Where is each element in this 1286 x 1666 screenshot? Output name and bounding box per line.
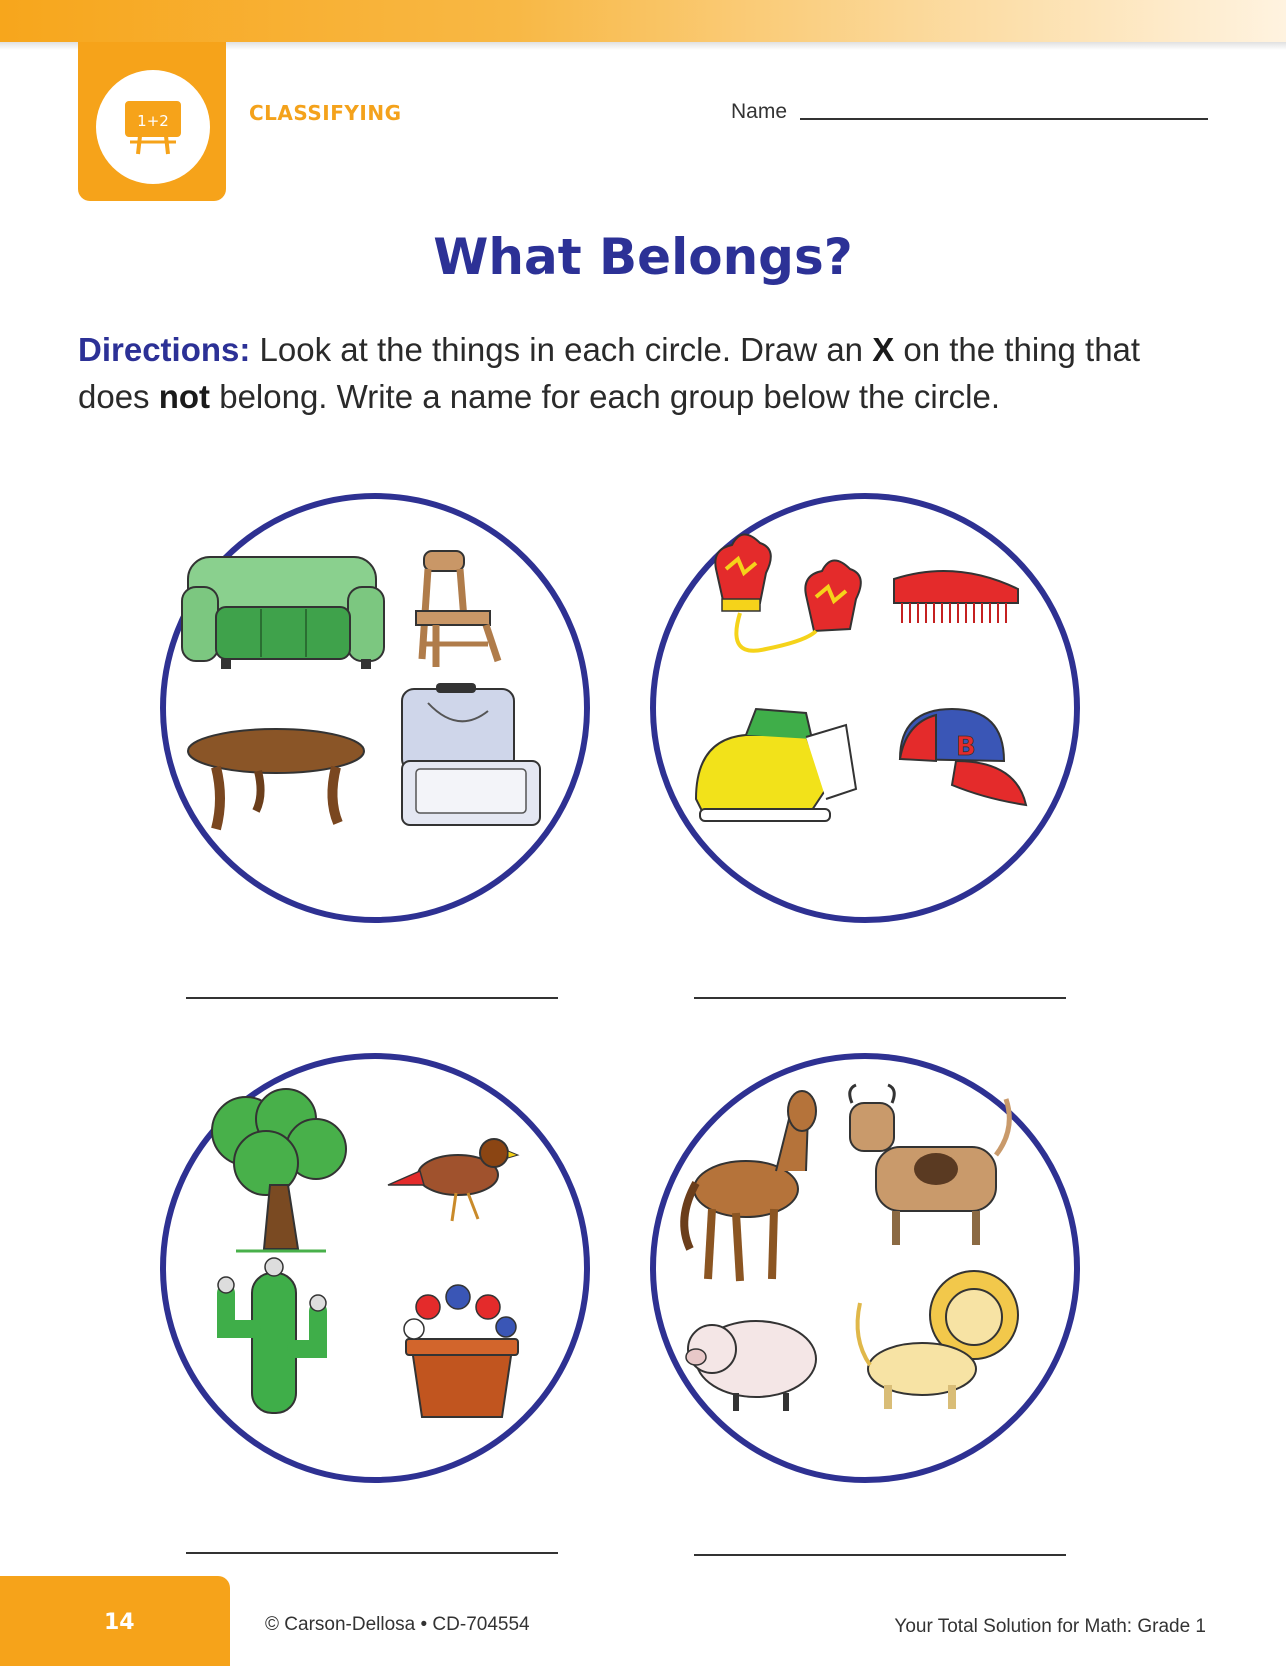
lunchbox-picture[interactable] [402, 683, 540, 825]
name-label: Name [731, 100, 788, 123]
table-picture[interactable] [188, 729, 364, 829]
answer-line-3[interactable] [186, 1552, 558, 1554]
page-title: What Belongs? [433, 228, 853, 286]
page-number: 14 [104, 1610, 135, 1635]
comb-picture[interactable] [894, 571, 1018, 625]
directions-part1: Look at the things in each circle. Draw an [250, 331, 873, 368]
answer-line-2[interactable] [694, 997, 1066, 999]
tree-picture[interactable] [212, 1089, 346, 1251]
group-circle-4[interactable] [650, 1053, 1080, 1483]
bird-picture[interactable] [388, 1139, 518, 1221]
lion-picture[interactable] [858, 1271, 1018, 1409]
directions-not: not [158, 378, 211, 415]
directions-text [78, 326, 1208, 420]
directions-lead: Directions: [78, 331, 251, 368]
badge-text: 1+2 [137, 112, 169, 130]
cactus-picture[interactable] [218, 1258, 326, 1413]
mittens-picture[interactable] [715, 534, 860, 650]
directions-part3: belong. Write a name for each group below the circle. [210, 378, 1001, 415]
cow-picture[interactable] [850, 1085, 1010, 1245]
header-tab [78, 42, 226, 201]
sofa-picture[interactable] [182, 557, 384, 669]
cap-picture[interactable] [900, 709, 1026, 805]
horse-picture[interactable] [684, 1091, 816, 1281]
group-circle-3[interactable] [160, 1053, 590, 1483]
answer-line-1[interactable] [186, 997, 558, 999]
group-circle-2[interactable] [650, 493, 1080, 923]
sneakers-picture[interactable] [696, 709, 856, 821]
flower-pot-picture[interactable] [404, 1285, 518, 1417]
answer-line-4[interactable] [694, 1554, 1066, 1556]
group-circle-1[interactable] [160, 493, 590, 923]
directions-part2: on the thing that does [78, 331, 1141, 415]
directions-x: X [872, 331, 895, 368]
easel-icon [118, 92, 188, 162]
name-field-line[interactable] [800, 118, 1208, 120]
svg-text:B: B [956, 732, 976, 762]
activity-badge [96, 70, 210, 184]
footer-copyright: © Carson-Dellosa • CD-704554 [265, 1614, 530, 1635]
top-color-band [0, 0, 1286, 42]
footer-book-title: Your Total Solution for Math: Grade 1 [894, 1616, 1206, 1637]
pig-picture[interactable] [686, 1321, 816, 1411]
section-label: CLASSIFYING [249, 101, 402, 125]
chair-picture[interactable] [416, 551, 498, 667]
